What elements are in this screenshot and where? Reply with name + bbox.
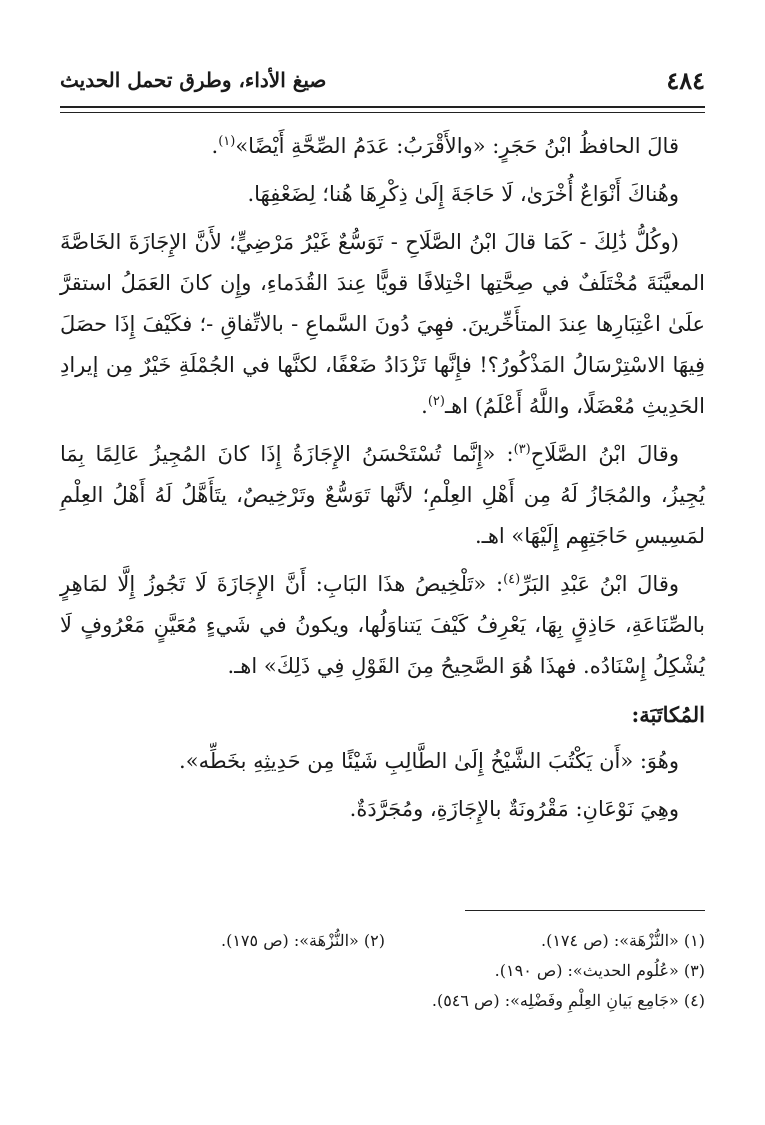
footnote-ref-2: (٢) — [427, 394, 445, 409]
paragraph-ibn-abd-al-barr-quote — [60, 564, 705, 687]
footnote-separator — [465, 910, 705, 911]
paragraph-lead: وقالَ ابْنُ عَبْدِ البَرِّ — [520, 572, 679, 596]
footnotes — [60, 926, 705, 1016]
paragraph-text: وهُناكَ أَنْوَاعٌ أُخْرَىٰ، لَا حَاجَةَ إِلَىٰ ذِكْرِهَا هُنا؛ لِضَعْفِهَا. — [247, 182, 679, 206]
main-text — [60, 126, 705, 837]
footnote-2: (٢) «النُّزْهَة»: (ص ١٧٥). — [221, 931, 385, 950]
page-number: ٤٨٤ — [666, 65, 705, 95]
paragraph-mukataba-types — [60, 789, 705, 830]
paragraph-text: : «إِنَّما تُسْتَحْسَنُ الإِجَازَةُ إِذَا كانَ المُجِيزُ عَالِمًا بِمَا يُجِيزُ، والمُجَازُ لَهُ مِن أَهْلِ العِلْمِ؛ لأنَّها تَوَسُّعٌ وتَرْخِيصٌ، يتَأَهَّلُ لَهُ أَهْلُ العِلْمِ لمَسِيسِ حَاجَتِهِم إِلَيْهَا» اهـ. — [60, 442, 705, 548]
paragraph-ibn-salah-quote — [60, 434, 705, 557]
paragraph-lead: وقالَ ابْنُ الصَّلَاحِ — [530, 442, 679, 466]
header-rule-thin — [60, 112, 705, 113]
footnote-3: (٣) «عُلُوم الحديث»: (ص ١٩٠). — [494, 961, 705, 980]
footnote-ref-4: (٤) — [503, 572, 521, 587]
footnote-row — [60, 926, 705, 956]
footnote-ref-1: (١) — [218, 134, 236, 149]
paragraph-ibn-hajar-quote: قالَ الحافظُ ابْنُ حَجَرٍ: «والأَقْرَبُ: عَدَمُ الصِّحَّةِ أَيْضًا»$^{(١)}$. — [211, 134, 679, 158]
paragraph-text: (وكُلُّ ذَٰلِكَ - كَمَا قالَ ابْنُ الصَّلَاحِ - تَوَسُّعٌ غَيْرُ مَرْضِيٍّ؛ لأَنَّ الإِجَازَةَ الخَاصَّةَ المعيَّنَةَ مُخْتَلَفٌ في صِحَّتِها اخْتِلافًا قويًّا عِندَ القُدَماءِ، وإِن كانَ العَمَلُ استقرَّ علَىٰ اعْتِبَارِها عِندَ المتأَخِّرينَ. فهِيَ دُونَ السَّماعِ - بالاتِّفاقِ -؛ فكَيْفَ إِذَا حصَلَ فِيهَا الاسْتِرْسَالُ المَذْكُورُ؟! فإِنَّها تَزْدَادُ ضَعْفًا، لكنَّها في الجُمْلَةِ خَيْرٌ مِن إيرادِ الحَدِيثِ مُعْضَلًا، واللَّهُ أَعْلَمُ) اهـ — [60, 230, 705, 418]
paragraph-mukataba-definition — [60, 741, 705, 782]
footnote-4: (٤) «جَامِع بَيانِ العِلْمِ وفَضْلِه»: (ص ٥٤٦). — [431, 991, 705, 1010]
paragraph-other-types — [60, 174, 705, 215]
header-rule-thick — [60, 106, 705, 108]
page-header — [60, 58, 705, 102]
footnote-1: (١) «النُّزْهَة»: (ص ١٧٤). — [541, 931, 705, 950]
paragraph-text: قالَ الحافظُ ابْنُ حَجَرٍ: «والأَقْرَبُ: عَدَمُ الصِّحَّةِ أَيْضًا» — [235, 134, 679, 158]
paragraph-text: : «تَلْخِيصُ هذَا البَابِ: أَنَّ الإِجَازَةَ لَا تَجُوزُ إِلَّا لمَاهِرٍ بالصِّنَاعَةِ، حَاذِقٍ بِهَا، يَعْرِفُ كَيْفَ يَتناوَلُها، ويكونُ في شَيءٍ مُعَيَّنٍ مَعْرُوفٍ لَا يُشْكِلُ إِسْنَادُه. فهذَا هُوَ الصَّحِيحُ مِنَ القَوْلِ فِي ذَلِكَ» اهـ. — [60, 572, 705, 678]
footnote-ref-3: (٣) — [513, 442, 531, 457]
section-heading-mukataba: المُكاتَبَة: — [631, 702, 705, 727]
paragraph-text: وهُوَ: «أَن يَكْتُبَ الشَّيْخُ إِلَىٰ الطَّالِبِ شَيْئًا مِن حَدِيثِهِ بخَطِّه». — [179, 749, 679, 773]
paragraph-text: وهِيَ نَوْعَانِ: مَقْرُونَةٌ بالإِجَازَةِ، ومُجَرَّدَةٌ. — [349, 797, 679, 821]
paragraph-ibn-salah-commentary: (وكُلُّ ذَٰلِكَ - كَمَا قالَ ابْنُ الصَّلَاحِ - تَوَسُّعٌ غَيْرُ مَرْضِيٍّ؛ لأَنَّ الإِجَازَةَ الخَاصَّةَ المعيَّنَةَ مُخْتَلَفٌ في صِحَّتِها اخْتِلافًا قويًّا عِندَ القُدَماءِ، وإِن كانَ العَمَلُ استقرَّ علَىٰ اعْتِبَارِها عِندَ المتأَخِّرينَ. فهِيَ دُونَ السَّماعِ - بالاتِّفاقِ -؛ فكَيْفَ إِذَا حصَلَ فِيهَا الاسْتِرْسَالُ المَذْكُورُ؟! فإِنَّها تَزْدَادُ ضَعْفًا، لكنَّها في الجُمْلَةِ خَيْرٌ مِن إيرادِ الحَدِيثِ مُعْضَلًا، واللَّهُ أَعْلَمُ) اهـ$^{(٢)}$. — [60, 230, 705, 418]
running-title: صيغ الأداء، وطرق تحمل الحديث — [60, 68, 327, 92]
